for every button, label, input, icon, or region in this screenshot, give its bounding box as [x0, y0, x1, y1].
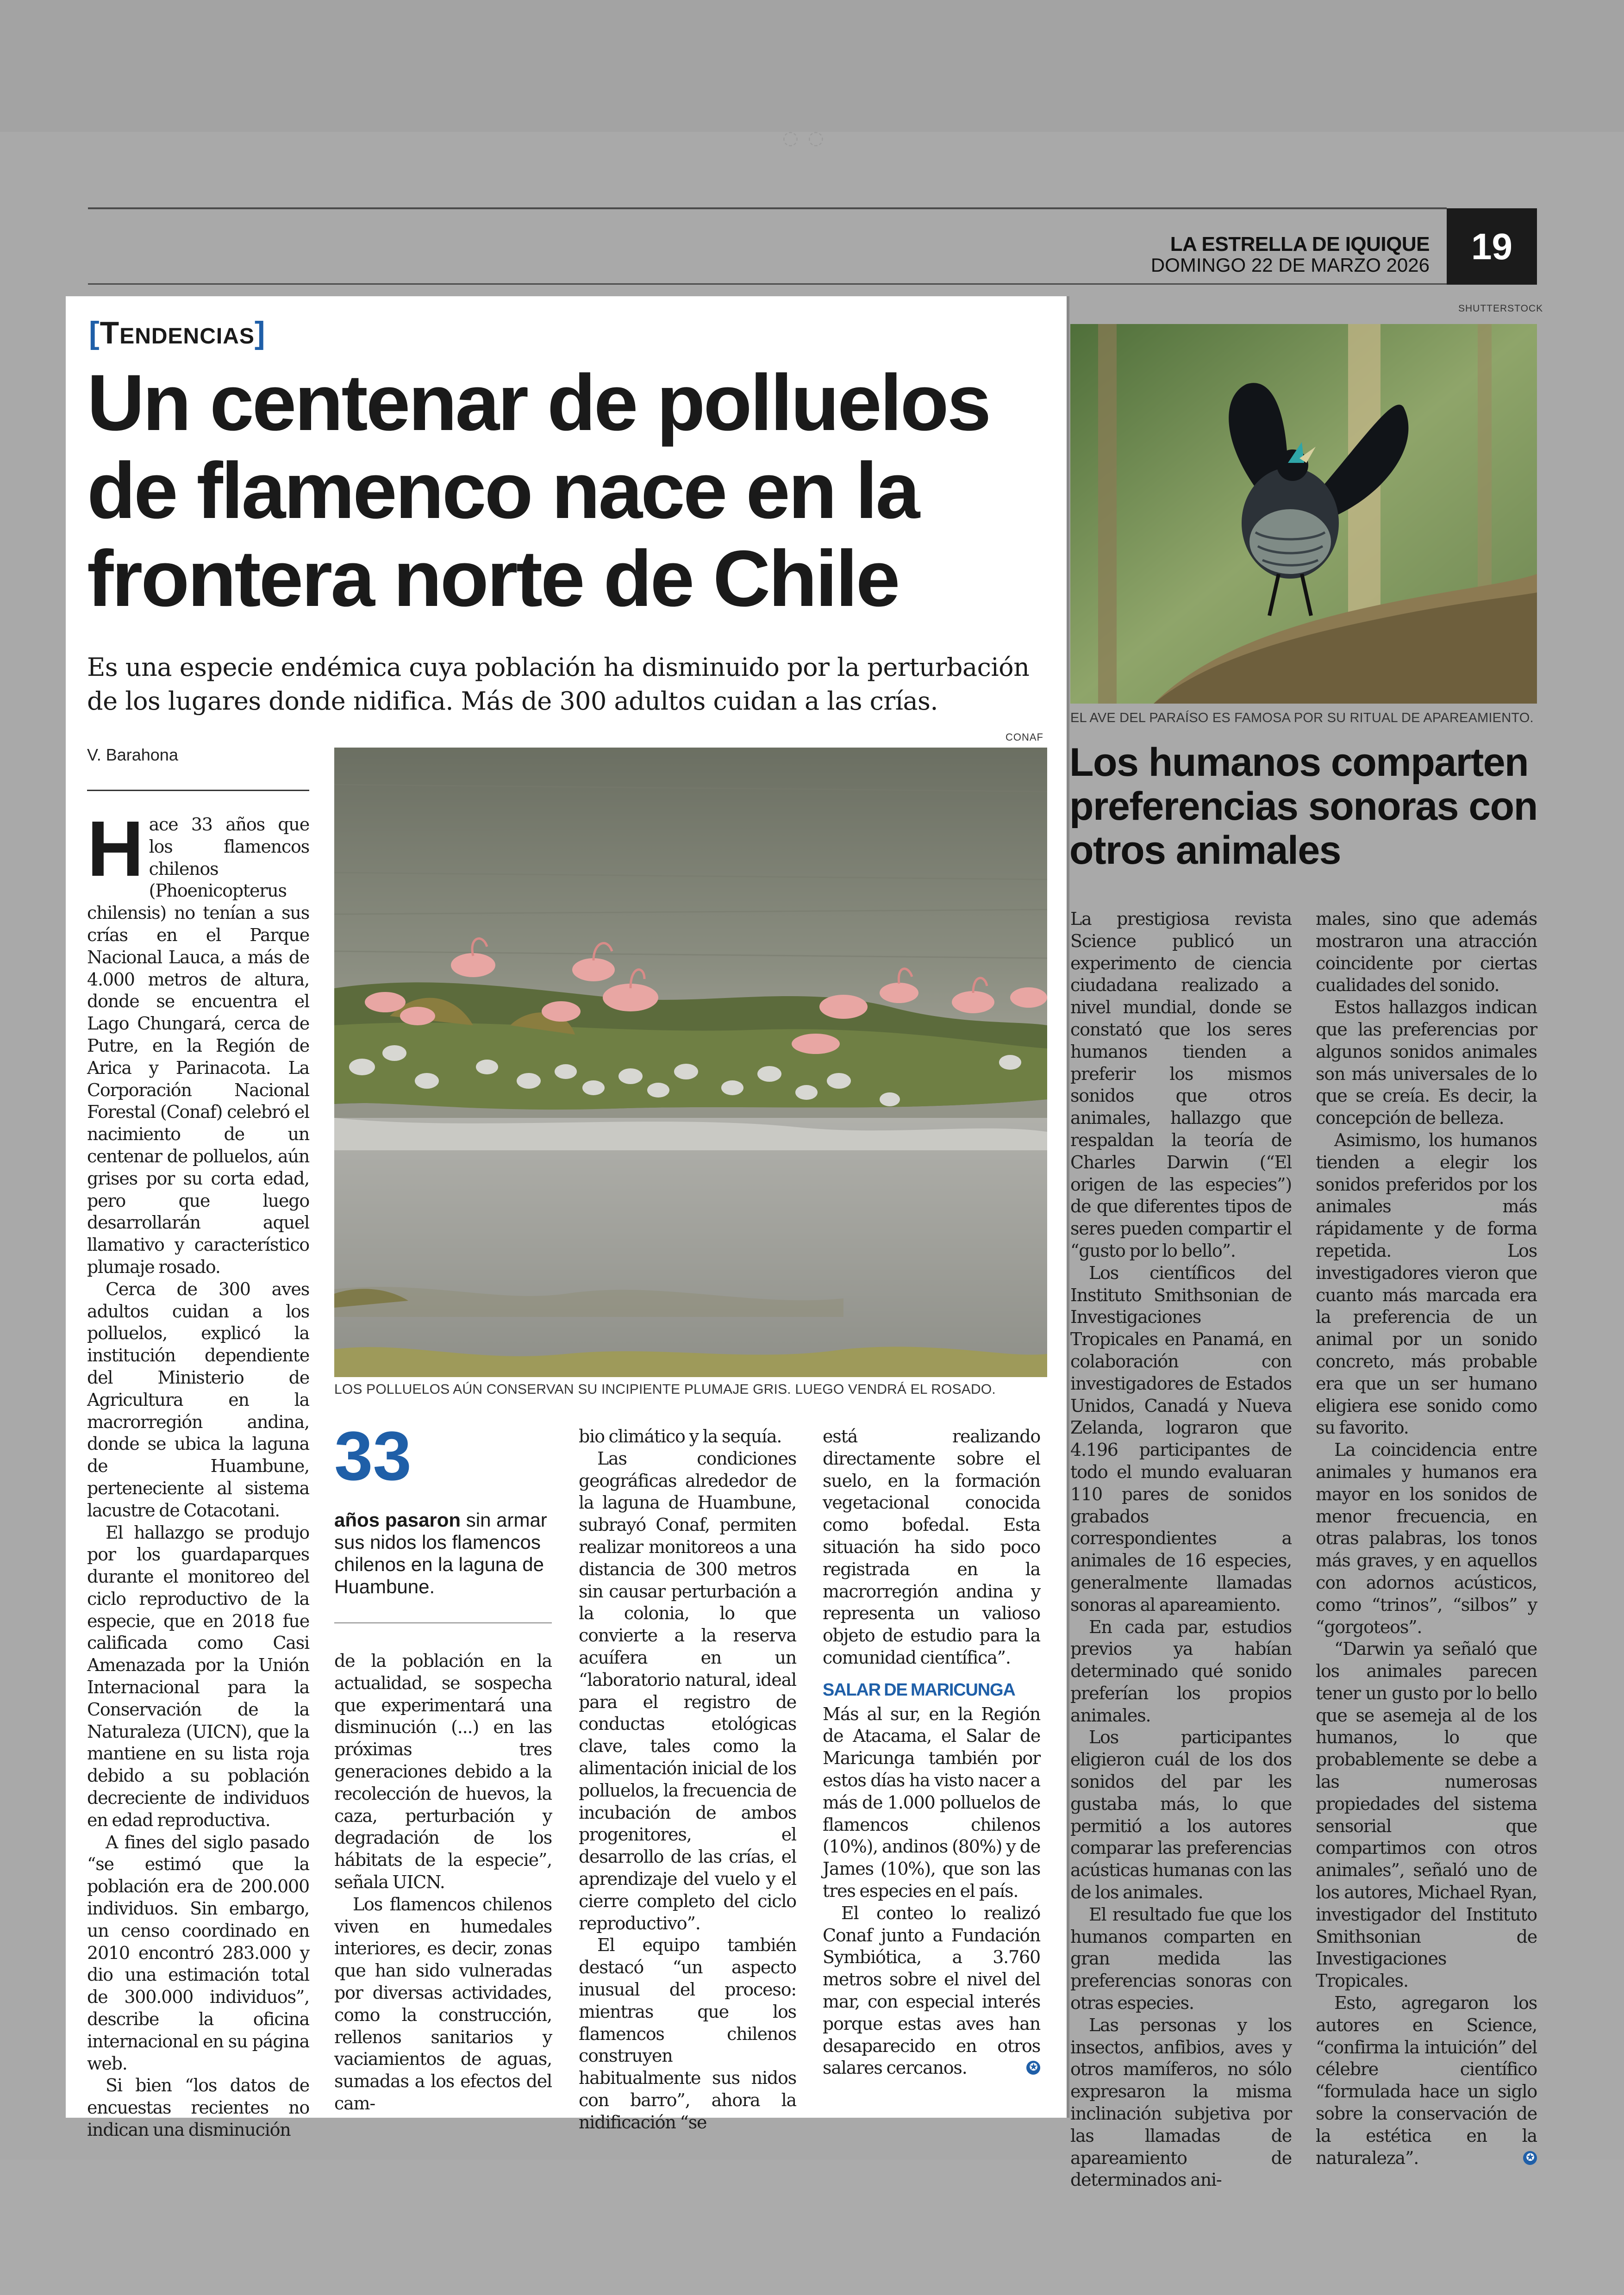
main-col1-p1: Hace 33 años que los flamencos chilenos (Phoenicopterus chilensis) no tenían a sus crías en el Parque Nacional Lauca, a más de 4.000 metros de altura, donde se encuentra el Lago Chungará, cerca de Putre, en la Región de Arica y Parinacota. La Corporación Nacional Forestal (Conaf) celebró el nacimiento de un centenar de polluelos, aún grises por su corta edad, pero que luego desarrollarán aquel llamativo y característico plumaje rosado.	[87, 805, 309, 1277]
main-column-2	[334, 1650, 552, 2115]
flamingo-photo[interactable]	[334, 748, 1047, 1377]
end-mark-icon: ✪	[1026, 2061, 1040, 2075]
side-col1-p6: Las personas y los insectos, anfibios, aves y otros mamíferos, no sólo expresaron la misma inclinación subjetiva por las llamadas de apareamiento de determinados ani-	[1070, 2014, 1292, 2190]
kicker-bracket-open: [	[89, 315, 100, 350]
viewer-top-bar	[0, 0, 1624, 132]
side-end-mark-icon: ✪	[1523, 2151, 1537, 2165]
main-column-4	[823, 1426, 1040, 2079]
main-col3-p1: bio climático y la sequía.	[579, 1426, 782, 1447]
main-col2-p1: de la población en la actualidad, se sospecha que experimentará una disminución (...) en las próximas tres generaciones debido a la recolección de huevos, la caza, perturbación y degradación de los hábitats de la especie”, señala UICN.	[334, 1651, 552, 1892]
side-col1-p5: El resultado fue que los humanos comparten en gran medida las preferencias sonoras con otras especies.	[1070, 1904, 1292, 2014]
side-col1-p3: En cada par, estudios previos ya habían determinado qué sonido preferían los propios animales.	[1070, 1616, 1292, 1726]
main-col4-p3: El conteo lo realizó Conaf junto a Fundación Symbiótica, a 3.760 metros sobre el nivel del mar, con especial interés porque estas aves han desaparecido en otros salares cercanos. ✪	[823, 1902, 1040, 2078]
side-photo-caption: EL AVE DEL PARAÍSO ES FAMOSA POR SU RITUAL DE APAREAMIENTO.	[1070, 711, 1534, 725]
main-col1-p3: El hallazgo se produjo por los guardaparques durante el monitoreo del ciclo reproductivo de la especie, que en 2018 fue calificada como Casi Amenazada por la Unión Internacional para la Conservación de la Naturaleza (UICN), que la mantiene en su lista roja debido a su población decreciente de individuos en edad reproductiva.	[87, 1522, 309, 1830]
main-col1-p5: Si bien “los datos de encuestas recientes no indican una disminución	[87, 2075, 309, 2140]
side-column-1	[1070, 908, 1292, 2191]
main-col3-p3: El equipo también destacó “un aspecto inusual del proceso: mientras que los flamencos chilenos construyen habitualmente sus nidos con barro”, ahora la nidificación “se	[579, 1935, 796, 2133]
main-photo-credit: CONAF	[1006, 731, 1043, 743]
main-column-1	[87, 805, 309, 2141]
byline: V. Barahona	[87, 745, 178, 764]
byline-rule	[87, 790, 309, 791]
main-col4-p2: Más al sur, en la Región de Atacama, el Salar de Maricunga también por estos días ha visto nacer a más de 1.000 polluelos de flamencos chilenos (10%), andinos (80%) y de James (10%), que son las tres especies en el país.	[823, 1703, 1040, 1901]
factbox	[334, 1417, 552, 1598]
page-indicator-dots[interactable]: ◌◌	[782, 127, 833, 149]
side-headline: Los humanos comparten preferencias sonoras con otros animales	[1069, 740, 1537, 873]
side-col2-p1: males, sino que además mostraron una atracción coincidente por ciertas cualidades del sonido.	[1316, 909, 1537, 996]
section-kicker	[89, 315, 266, 351]
flamingo-photo-art	[334, 748, 1047, 1377]
factbox-number: 33	[334, 1417, 412, 1495]
kicker-bracket-close: ]	[254, 315, 266, 350]
main-col1-p2: Cerca de 300 aves adultos cuidan a los polluelos, explicó la institución dependiente del Ministerio de Agricultura en la macrorregión andina, donde se ubica la laguna de Huambune, perteneciente al sistema lacustre de Cotacotani.	[87, 1278, 309, 1521]
main-deck: Es una especie endémica cuya población ha disminuido por la perturbación de los lugares donde nidifica. Más de 300 adultos cuidan a las crías.	[87, 653, 1030, 716]
main-column-3	[579, 1426, 796, 2134]
factbox-text: años pasaron sin armar sus nidos los flamencos chilenos en la laguna de Huambune.	[334, 1509, 547, 1597]
masthead-bottom-rule	[88, 283, 1447, 285]
side-col2-p5: “Darwin ya señaló que los animales parecen tener un gusto por lo bello que se asemeja al de los humanos, lo que probablemente se debe a las numerosas propiedades del sistema sensorial que compartimos con otros animales”, señaló uno de los autores, Michael Ryan, investigador del Instituto Smithsonian de Investigaciones Tropicales.	[1316, 1639, 1537, 1991]
main-col1-p4: A fines del siglo pasado “se estimó que la población era de 200.000 individuos. Sin embargo, un censo coordinado en 2010 encontró 283.000 y dio una estimación total de 300.000 individuos”, describe la oficina internacional en su página web.	[87, 1832, 309, 2074]
main-headline: Un centenar de polluelos de flamenco nace en la frontera norte de Chile	[87, 358, 990, 623]
paper-name: LA ESTRELLA DE IQUIQUE	[1170, 233, 1430, 256]
side-col1-p4: Los participantes eligieron cuál de los dos sonidos del par les gustaba más, lo que permitió a los autores comparar las preferencias acústicas humanas con las de los animales.	[1070, 1727, 1292, 1903]
side-col2-p3: Asimismo, los humanos tienden a elegir los sonidos preferidos por los animales más rápidamente y de forma repetida. Los investigadores vieron que cuanto más marcada era la preferencia de un animal por un sonido concreto, más probable era que un ser humano eligiera ese sonido como su favorito.	[1316, 1129, 1537, 1438]
section-label: Tendencias	[100, 315, 255, 350]
bird-of-paradise-art	[1070, 324, 1537, 704]
masthead	[1151, 234, 1430, 275]
bird-of-paradise-photo[interactable]	[1070, 324, 1537, 704]
side-photo-credit: SHUTTERSTOCK	[1458, 303, 1543, 314]
main-article[interactable]	[66, 296, 1069, 2140]
page-number: 19	[1447, 208, 1537, 285]
main-col4-p1: está realizando directamente sobre el suelo, en la formación vegetacional conocida como bofedal. Esta situación ha sido poco registrada en la macrorregión andina y representa un valioso objeto de estudio para la comunidad científica”.	[823, 1426, 1040, 1668]
main-photo-caption: LOS POLLUELOS AÚN CONSERVAN SU INCIPIENTE PLUMAJE GRIS. LUEGO VENDRÁ EL ROSADO.	[334, 1382, 996, 1397]
subhead-salar-de-maricunga: SALAR DE MARICUNGA	[823, 1680, 1015, 1700]
main-col3-p2: Las condiciones geográficas alrededor de la laguna de Huambune, subrayó Conaf, permiten realizar monitoreos a una distancia de 300 metros sin causar perturbación a la colonia, lo que convierte a la reserva acuífera en un “laboratorio natural, ideal para el registro de conductas etológicas clave, tales como la alimentación inicial de los polluelos, la frecuencia de incubación de ambos progenitores, el desarrollo de las crías, el aprendizaje del vuelo y el cierre completo del ciclo reproductivo”.	[579, 1448, 796, 1933]
side-col2-p4: La coincidencia entre animales y humanos era mayor en los sonidos de menor frecuencia, en otras palabras, los tonos más graves, y en aquellos con adornos acústicos, como “trinos”, “silbos” y “gorgoteos”.	[1316, 1440, 1537, 1637]
drop-cap: H	[87, 805, 144, 893]
masthead-top-rule	[88, 207, 1447, 209]
factbox-rule	[334, 1622, 552, 1623]
main-col2-p2: Los flamencos chilenos viven en humedales interiores, es decir, zonas que han sido vulneradas por diversas actividades, como la construcción, rellenos sanitarios y vaciamientos de aguas, sumadas a los efectos del cam-	[334, 1894, 552, 2114]
side-col1-p1: La prestigiosa revista Science publicó un experimento de ciencia ciudadana realizado a nivel mundial, donde se constató que los seres humanos tienden a preferir los mismos sonidos que otros animales, hallazgo que respaldan la teoría de Charles Darwin (“El origen de las especies”) de que diferentes tipos de seres pueden compartir el “gusto por lo bello”.	[1070, 909, 1292, 1261]
side-col2-p2: Estos hallazgos indican que las preferencias por algunos sonidos animales son más universales de lo que se creía. Es decir, la concepción de belleza.	[1316, 997, 1537, 1129]
edition-date: DOMINGO 22 DE MARZO 2026	[1150, 254, 1430, 276]
side-column-2	[1316, 908, 1537, 2169]
side-col2-p6: Esto, agregaron los autores en Science, “confirma la intuición” del célebre científico “formulada hace un siglo sobre la conservación de la estética en la naturaleza”. ✪	[1316, 1993, 1537, 2168]
side-col1-p2: Los científicos del Instituto Smithsonian de Investigaciones Tropicales en Panamá, en colaboración con investigadores de Estados Unidos, Canadá y Nueva Zelanda, lograron que 4.196 participantes de todo el mundo evaluaran 110 pares de sonidos grabados correspondientes a animales de 16 especies, generalmente llamadas sonoras al apareamiento.	[1070, 1262, 1292, 1615]
